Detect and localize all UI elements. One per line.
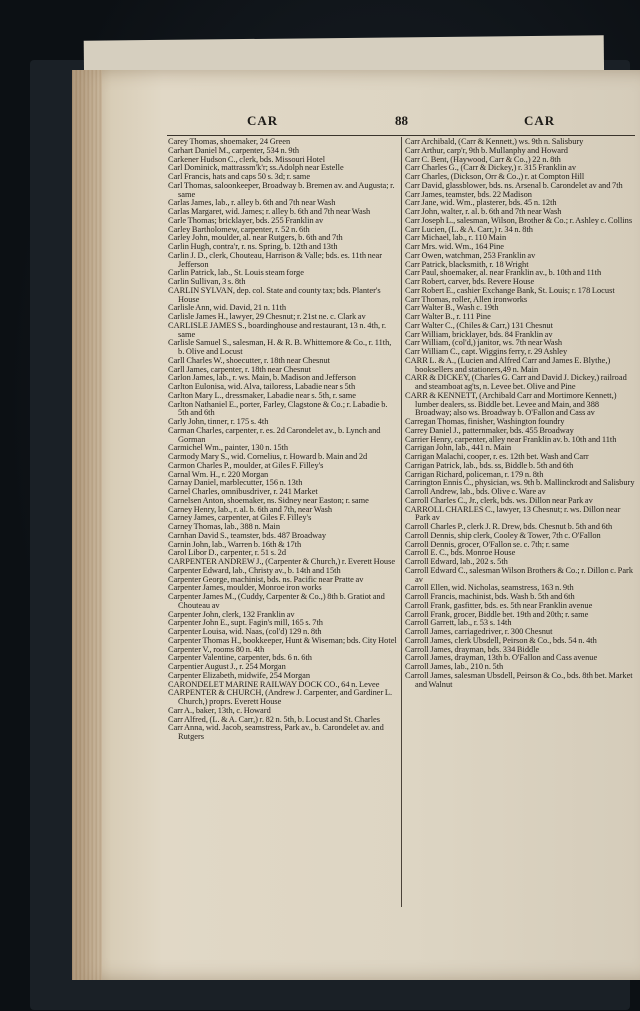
directory-entry: Carlisle James H., lawyer, 29 Chesnut; r. 21st ne. c. Clark av	[168, 312, 366, 321]
directory-entry: Carrey Daniel J., patternmaker, bds. 455 Broadway	[405, 425, 574, 435]
directory-entry: Carroll Charles C., Jr., clerk, bds. ws. Dillon near Park av	[405, 495, 593, 505]
directory-entry: Carr Paul, shoemaker, al. near Franklin av., b. 10th and 11th	[405, 268, 602, 278]
directory-entry: Carroll James, lab., 210 n. 5th	[405, 662, 504, 671]
directory-entry: Carnin John, lab., Warren b. 16th & 17th	[168, 539, 302, 549]
directory-entry: Carey Thomas, shoemaker, 24 Green	[168, 137, 291, 146]
directory-entry: Carr Robert E., cashier Exchange Bank, St. Louis; r. 178 Locust	[405, 285, 615, 295]
directory-entry: Carroll James, carriagedriver, r. 300 Chesnut	[405, 627, 553, 636]
directory-entry: Carrington Ennis C., physician, ws. 9th b. Mallinckrodt and Salisbury	[405, 478, 635, 488]
directory-entry: Carroll James, salesman Ubsdell, Peirson & Co., bds. 8th bet. Market and Walnut	[405, 670, 633, 689]
directory-entry: Carmichel Wm., painter, 130 n. 15th	[168, 443, 289, 453]
directory-entry: Carr Walter B., Wash c. 19th	[405, 303, 499, 313]
directory-entry: Carll James, carpenter, r. 18th near Chesnut	[168, 364, 311, 374]
right-column	[405, 138, 636, 689]
directory-entry: Carlin Patrick, lab., St. Louis steam forge	[168, 268, 304, 278]
directory-entry: Carr Lucien, (L. & A. Carr,) r. 34 n. 8th	[405, 224, 533, 234]
directory-entry: Carr Thomas, roller, Allen ironworks	[405, 294, 528, 304]
directory-entry: CARLIN SYLVAN, dep. col. State and county tax; bds. Planter's House	[168, 285, 381, 304]
directory-entry: Carregan Thomas, finisher, Washington foundry	[405, 417, 565, 426]
directory-entry: CARR L. & A., (Lucien and Alfred Carr and James E. Blythe,) booksellers and stationers,49 n. Main	[405, 355, 611, 374]
directory-entry: Carlon James, lab., r. ws. Main, b. Madison and Jefferson	[168, 373, 356, 383]
directory-entry: Carr Jane, wid. Wm., plasterer, bds. 45 n. 12th	[405, 198, 557, 208]
directory-entry: Carnal Wm. H., r. 220 Morgan	[168, 469, 269, 479]
directory-entry: Carly John, tinner, r. 175 s. 4th	[168, 417, 269, 426]
directory-entry: Carroll Edward C., salesman Wilson Brothers & Co.; r. Dillon c. Park av	[405, 565, 634, 584]
directory-entry: Carr David, glassblower, bds. ns. Arsenal b. Carondelet av and 7th	[405, 180, 623, 190]
directory-entry: Carpenter John, clerk, 132 Franklin av	[168, 609, 295, 619]
directory-entry: Carpenter James, moulder, Monroe iron works	[168, 583, 322, 593]
column-divider	[401, 137, 402, 907]
directory-entry: Carroll Dennis, grocer, O'Fallon se. c. 7th; r. same	[405, 539, 569, 549]
directory-entry: Carlin Hugh, contra'r, r. ns. Spring, b. 12th and 13th	[168, 242, 338, 251]
directory-entry: Carlisle Samuel S., salesman, H. & R. B. Whittemore & Co., r. 11th, b. Olive and Locust	[168, 338, 392, 356]
directory-entry: CARROLL CHARLES C., lawyer, 13 Chesnut; r. ws. Dillon near Park av	[405, 504, 621, 523]
directory-entry: Carlas James, lab., r. alley b. 6th and 7th near Wash	[168, 198, 336, 208]
directory-entry: Carman Charles, carpenter, r. es. 2d Carondelet av., b. Lynch and Gorman	[168, 425, 381, 444]
directory-entry: Carkener Hudson C., clerk, bds. Missouri Hotel	[168, 154, 326, 164]
directory-entry: Carl Francis, hats and caps 50 s. 3d; r. same	[168, 172, 311, 181]
directory-entry: Carle Thomas; bricklayer, bds. 255 Franklin av	[168, 215, 324, 225]
directory-entry: Carr Archibald, (Carr & Kennett,) ws. 9th n. Salisbury	[405, 137, 584, 146]
left-column	[168, 138, 398, 742]
directory-entry: Carroll Edward, lab., 202 s. 5th	[405, 557, 508, 566]
directory-entry: Carr Walter B., r. 111 Pine	[405, 312, 491, 321]
directory-entry: Carmon Charles P., moulder, at Giles F. Filley's	[168, 460, 324, 470]
directory-entry: Carpenter Valentine, carpenter, bds. 6 n. 6th	[168, 653, 312, 663]
directory-entry: Carr Patrick, blacksmith, r. 18 Wright	[405, 259, 529, 269]
directory-entry: Carl Dominick, mattrassm'k'r; ss.Adolph near Estelle	[168, 163, 344, 173]
directory-entry: Carpenter George, machinist, bds. ns. Pacific near Pratte av	[168, 574, 364, 584]
directory-entry: CARPENTER ANDREW J., (Carpenter & Church,) r. Everett House	[168, 557, 396, 566]
directory-entry: Carpenter Elizabeth, midwife, 254 Morgan	[168, 670, 311, 680]
directory-entry: Carpenter Louisa, wid. Naas, (col'd) 129 n. 8th	[168, 627, 322, 636]
directory-entry: Carnhan David S., teamster, bds. 487 Broadway	[168, 530, 327, 540]
directory-entry: Carr Michael, lab., r. 110 Main	[405, 233, 507, 243]
directory-entry: Carroll Ellen, wid. Nicholas, seamstress, 163 n. 9th	[405, 583, 574, 593]
directory-entry: Carpenter Thomas H., bookkeeper, Hunt & Wiseman; bds. City Hotel	[168, 635, 397, 645]
directory-entry: Carroll Garrett, lab., r. 53 s. 14th	[405, 618, 512, 628]
directory-entry: Carr Mrs. wid. Wm., 164 Pine	[405, 242, 505, 251]
directory-entry: Carpenter Edward, lab., Christy av., b. 14th and 15th	[168, 565, 341, 575]
directory-entry: Carr William, bricklayer, bds. 84 Franklin av	[405, 329, 553, 339]
directory-entry: CARR & DICKEY, (Charles G. Carr and David J. Dickey,) railroad and steamboat ag'ts, n. Levee bet. Olive and Pine	[405, 373, 627, 391]
directory-entry: Carrigan Malachi, cooper, r. es. 12th bet. Wash and Carr	[405, 452, 589, 461]
header-right-word: CAR	[524, 113, 556, 128]
directory-entry: Carpenter V., rooms 80 n. 4th	[168, 644, 265, 654]
page-header	[0, 113, 640, 131]
header-rule	[167, 135, 635, 136]
directory-entry: Carr Arthur, carp'r, 9th b. Mullanphy and Howard	[405, 145, 568, 155]
directory-entry: CARR & KENNETT, (Archibald Carr and Mortimore Kennett,) lumber dealers, ss. Biddle bet. Levee and Main, and 388 Broadway; also ws. Broadway b. O'Fallon and Cass av	[405, 390, 617, 418]
directory-entry: Carroll Charles P., clerk J. R. Drew, bds. Chesnut b. 5th and 6th	[405, 522, 613, 531]
directory-entry: Carmody Mary S., wid. Cornelius, r. Howard b. Main and 2d	[168, 452, 368, 461]
directory-entry: Carnel Charles, omnibusdriver, r. 241 Market	[168, 487, 318, 496]
directory-entry: Carr Charles G., (Carr & Dickey,) r. 315 Franklin av	[405, 163, 577, 173]
directory-entry: Carlton Mary L., dressmaker, Labadie near s. 5th, r. same	[168, 390, 356, 400]
directory-entry: Carr A., baker, 13th, c. Howard	[168, 705, 271, 715]
directory-entry: Carrier Henry, carpenter, alley near Franklin av. b. 10th and 11th	[405, 434, 617, 444]
directory-entry: Carlton Eulonisa, wid. Alva, tailoress, Labadie near s 5th	[168, 382, 356, 391]
directory-entry: Carney James, carpenter, at Giles F. Filley's	[168, 513, 312, 523]
directory-entry: CARPENTER & CHURCH, (Andrew J. Carpenter, and Gardiner L. Church,) proprs. Everett House	[168, 688, 393, 706]
directory-entry: Carr Walter C., (Chiles & Carr,) 131 Chesnut	[405, 320, 553, 330]
directory-entry: Carney Thomas, lab., 388 n. Main	[168, 522, 281, 531]
directory-entry: Carroll James, drayman, 13th b. O'Fallon and Cass avenue	[405, 653, 598, 663]
directory-entry: Carlisle Ann, wid. David, 21 n. 11th	[168, 303, 287, 313]
directory-entry: Carr C. Bent, (Haywood, Carr & Co.,) 22 n. 8th	[405, 154, 561, 164]
directory-entry: Carr Owen, watchman, 253 Franklin av	[405, 250, 536, 260]
directory-entry: Carr James, teamster, bds. 22 Madison	[405, 189, 532, 199]
directory-entry: Carr Charles, (Dickson, Orr & Co.,) r. at Compton Hill	[405, 172, 585, 181]
directory-entry: Carroll James, drayman, bds. 334 Biddle	[405, 644, 540, 654]
directory-entry: Carroll Dennis, ship clerk, Cooley & Tower, 7th c. O'Fallon	[405, 530, 601, 540]
directory-entry: Carroll Andrew, lab., bds. Olive c. Ware av	[405, 487, 546, 496]
directory-entry: Carnay Daniel, marblecutter, 156 n. 13th	[168, 478, 303, 488]
page-number: 88	[395, 113, 408, 128]
directory-entry: Carlas Margaret, wid. James; r. alley b. 6th and 7th near Wash	[168, 207, 371, 216]
directory-entry: CARONDELET MARINE RAILWAY DOCK CO., 64 n. Levee	[168, 679, 380, 689]
directory-entry: Carr Joseph L., salesman, Wilson, Brother & Co.; r. Ashley c. Collins	[405, 215, 633, 225]
directory-entry: Carney Henry, lab., r. al. b. 6th and 7th, near Wash	[168, 504, 333, 514]
directory-entry: Carlton Nathaniel E., porter, Farley, Clagstone & Co.; r. Labadie b. 5th and 6th	[168, 399, 388, 418]
directory-entry: Carnelsen Anton, shoemaker, ns. Sidney near Easton; r. same	[168, 495, 369, 505]
directory-entry: Carr Robert, carver, bds. Revere House	[405, 277, 535, 286]
directory-entry: Carroll Frank, gasfitter, bds. es. 5th near Franklin avenue	[405, 600, 593, 610]
directory-entry: Carr William, (col'd,) janitor, ws. 7th near Wash	[405, 338, 563, 348]
directory-entry: Carroll James, clerk Ubsdell, Peirson & Co., bds. 54 n. 4th	[405, 635, 597, 645]
directory-entry: Carpenter John E., supt. Fagin's mill, 165 s. 7th	[168, 618, 323, 628]
directory-entry: Carrigan Patrick, lab., bds. ss, Biddle b. 5th and 6th	[405, 460, 574, 470]
directory-entry: Carley Bartholomew, carpenter, r. 52 n. 6th	[168, 224, 310, 234]
directory-entry: Carol Libor D., carpenter, r. 51 s. 2d	[168, 548, 287, 558]
directory-entry: Carroll E. C., bds. Monroe House	[405, 548, 516, 558]
directory-entry: CARLISLE JAMES S., boardinghouse and restaurant, 13 n. 4th, r. same	[168, 320, 387, 339]
directory-entry: Carley John, moulder, al. near Rutgers, b. 6th and 7th	[168, 233, 343, 243]
directory-entry: Carhart Daniel M., carpenter, 534 n. 9th	[168, 145, 300, 155]
directory-entry: Carr William C., capt. Wiggins ferry, r. 29 Ashley	[405, 347, 568, 356]
directory-entry: Carr Alfred, (L. & A. Carr,) r. 82 n. 5th, b. Locust and St. Charles	[168, 714, 381, 724]
directory-entry: Carroll Frank, grocer, Biddle bet. 19th and 20th; r. same	[405, 609, 589, 619]
directory-entry: Carlin Sullivan, 3 s. 8th	[168, 277, 246, 286]
directory-entry: Carpenter James M., (Cuddy, Carpenter & Co.,) 8th b. Gratiot and Chouteau av	[168, 592, 385, 610]
directory-entry: Carroll Francis, machinist, bds. Wash b. 5th and 6th	[405, 592, 575, 601]
directory-entry: Carlin J. D., clerk, Chouteau, Harrison & Valle; bds. es. 11th near Jefferson	[168, 250, 383, 269]
directory-entry: Carrigan Richard, policeman, r. 179 n. 8th	[405, 469, 544, 479]
directory-entry: Carrigan John, lab., 441 n. Main	[405, 443, 512, 453]
directory-entry: Carl Thomas, saloonkeeper, Broadway b. Bremen av. and Augusta; r. same	[168, 180, 395, 199]
page-gutter-edge	[72, 70, 102, 980]
directory-entry: Carpentier August J., r. 254 Morgan	[168, 662, 286, 671]
directory-entry: Carr John, walter, r. al. b. 6th and 7th near Wash	[405, 207, 562, 216]
directory-entry: Carr Anna, wid. Jacob, seamstress, Park av., b. Carondelet av. and Rutgers	[168, 723, 384, 741]
directory-entry: Carll Charles W., shoecutter, r. 18th near Chesnut	[168, 355, 331, 365]
header-left-word: CAR	[247, 113, 279, 128]
